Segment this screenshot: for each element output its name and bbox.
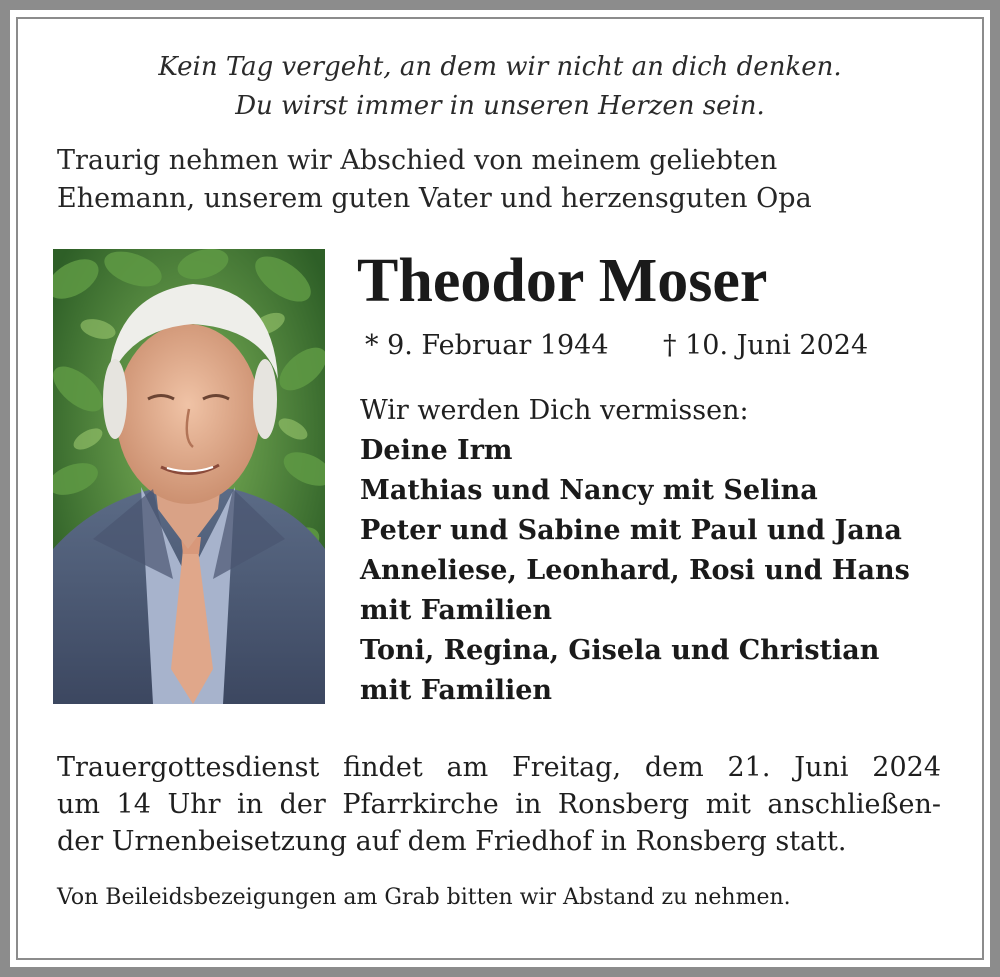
intro-line-2: Ehemann, unserem guten Vater und herzensguten Opa <box>57 183 812 214</box>
service-line-2: um 14 Uhr in der Pfarrkirche in Ronsberg mit anschließen- <box>57 789 941 820</box>
death-date: † 10. Juni 2024 <box>663 330 869 361</box>
mourner-line: mit Familien <box>360 675 553 706</box>
mourner-line: Anneliese, Leonhard, Rosi und Hans <box>360 555 910 586</box>
motto-line-1: Kein Tag vergeht, an dem wir nicht an dich denken. <box>158 52 842 82</box>
service-line-3: der Urnenbeisetzung auf dem Friedhof in Ronsberg statt. <box>57 826 847 857</box>
portrait-illustration <box>53 249 325 704</box>
birth-date: * 9. Februar 1944 <box>365 330 609 361</box>
mourners-list <box>360 431 960 711</box>
deceased-name: Theodor Moser <box>357 247 768 315</box>
mourner-line: Mathias und Nancy mit Selina <box>360 475 818 506</box>
mourners-heading: Wir werden Dich vermissen: <box>360 395 749 426</box>
portrait-photo <box>53 249 325 704</box>
motto-line-2: Du wirst immer in unseren Herzen sein. <box>235 91 765 121</box>
mourner-line: Peter und Sabine mit Paul und Jana <box>360 515 902 546</box>
mourner-line: mit Familien <box>360 595 553 626</box>
funeral-service-info <box>57 749 941 860</box>
mourner-line: Toni, Regina, Gisela und Christian <box>360 635 880 666</box>
mourner-line: Deine Irm <box>360 435 513 466</box>
intro-line-1: Traurig nehmen wir Abschied von meinem geliebten <box>57 145 778 176</box>
condolence-note: Von Beileidsbezeigungen am Grab bitten wir Abstand zu nehmen. <box>57 885 791 910</box>
service-line-1: Trauergottesdienst findet am Freitag, dem 21. Juni 2024 <box>57 752 941 783</box>
